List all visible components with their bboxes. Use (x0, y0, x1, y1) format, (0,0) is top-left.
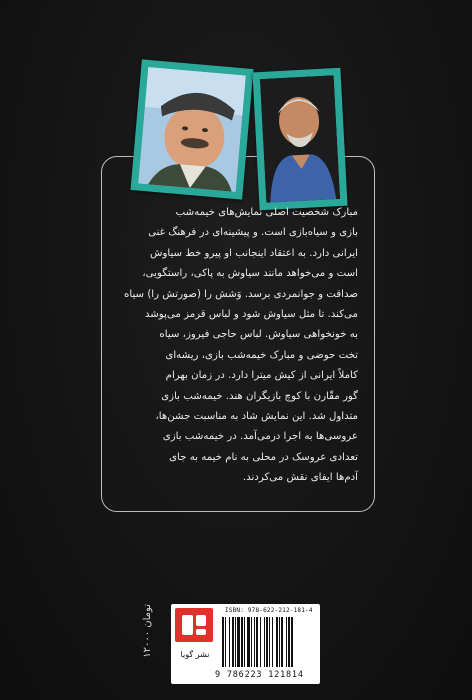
barcode-image (221, 617, 315, 667)
text-line: مبارک شخصیت اصلی نمایش‌های خیمه‌شب (175, 207, 358, 218)
text-line: تعدادی عروسک در محلی به نام خیمه به جای (169, 451, 358, 463)
text-line: است و می‌خواهد مانند سیاوش به پاکی، راستگویی، (142, 268, 358, 280)
text-line: گور مقّارن با کوچ بازیگران هند. خیمه‌شب بازی (161, 390, 358, 402)
barcode-number: 9 786223 121814 (215, 670, 304, 680)
text-line: به خونخواهی سیاوش. لباس حاجی فیروز، سیاه (159, 329, 358, 341)
actor-photo-left (131, 59, 254, 199)
publisher-logo-icon (175, 608, 213, 642)
isbn-text: ISBN: 978-622-212-181-4 (225, 607, 313, 614)
text-line: بازی و سیاه‌بازی است. و پیشینه‌ای در فرهنگ غنی (148, 227, 358, 239)
description-text (118, 203, 358, 489)
text-line: عروسی‌ها به اجرا درمی‌آمد. در خیمه‌شب بازی (162, 431, 358, 443)
text-line: کاملاً ایرانی از کیش میترا دارد. در زمان بهرام (165, 370, 358, 382)
text-line: آدم‌ها ایفای نقش می‌کردند. (242, 472, 358, 484)
publisher-name: نشر گویا (180, 650, 210, 659)
actor-photo-right (252, 68, 347, 210)
text-line: می‌کند. تا مثل سیاوش شود و لباس قرمز می‌پوشد (144, 309, 358, 321)
text-line: صداقت و جوانمردی برسد. وَشش را (صورتش را) سیاه (124, 288, 358, 300)
text-line: ایرانی دارد. به اعتقاد اینجانب او پیرو خط سیاوش (150, 247, 358, 259)
portrait-image (260, 75, 340, 203)
text-line: متداول شد. این نمایش شاد به مناسبت جشن‌ها، (155, 411, 358, 423)
price-label: ۱۲۰۰۰ تومان (142, 604, 153, 658)
portrait-image (138, 67, 246, 192)
barcode-panel (171, 604, 320, 684)
text-line: تخت حوضی و مبارک خیمه‌شب بازی، ریشه‌ای (165, 349, 358, 361)
